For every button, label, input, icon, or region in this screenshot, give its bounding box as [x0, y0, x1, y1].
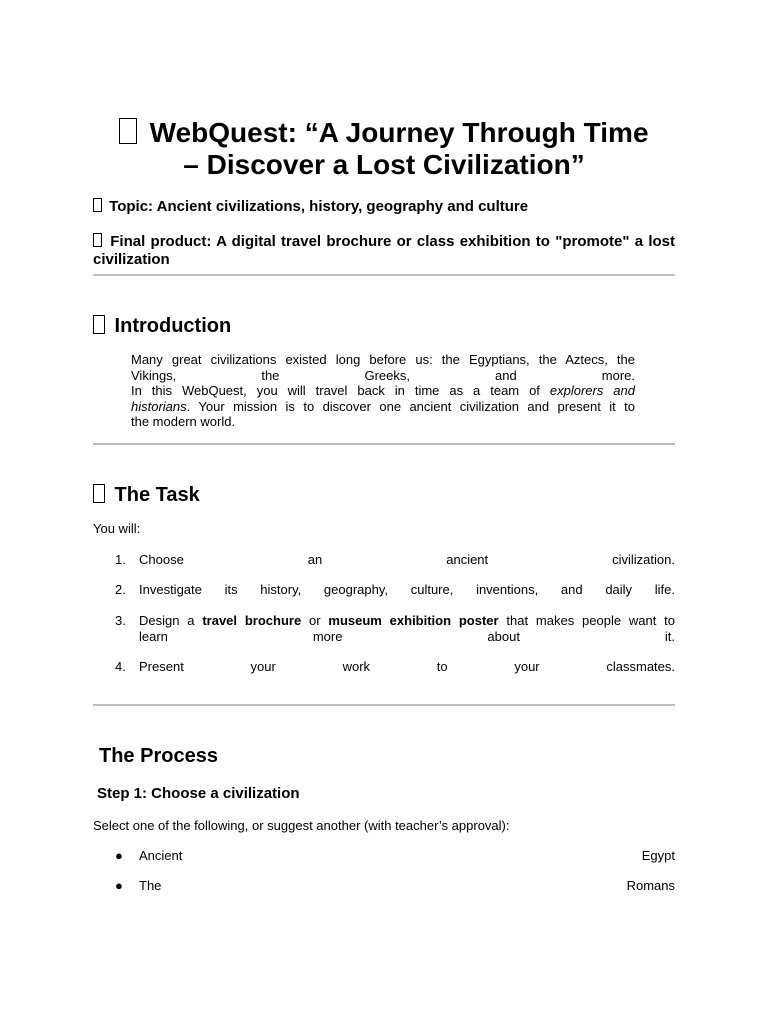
- title-line-2: – Discover a Lost Civilization”: [183, 149, 585, 180]
- intro-emphasis-2: historians: [131, 398, 187, 414]
- list-number: 1.: [115, 552, 126, 567]
- section-heading-introduction: [93, 314, 231, 338]
- missing-glyph-icon: [93, 198, 102, 212]
- list-item-line-1: [139, 613, 675, 629]
- title-line-1: WebQuest: “A Journey Through Time: [149, 117, 649, 148]
- list-number: 3.: [115, 613, 126, 628]
- list-number: 4.: [115, 659, 126, 674]
- list-item-pre: Design a: [139, 613, 203, 628]
- intro-line-4-text: . Your mission is to discover one ancient civilization and present it to: [186, 398, 635, 414]
- divider: [93, 274, 675, 276]
- final-product: [93, 233, 675, 269]
- list-number: 2.: [115, 582, 126, 597]
- intro-emphasis-1: explorers and: [549, 383, 635, 399]
- list-item-text: Investigate its history, geography, culture, inventions, and daily life.: [139, 582, 675, 597]
- task-heading-text: The Task: [114, 484, 200, 506]
- step-heading: Step 1: Choose a civilization: [97, 785, 300, 802]
- list-item-bold-1: travel brochure: [202, 613, 302, 628]
- list-item-left: The: [139, 878, 162, 893]
- bullet-icon: ●: [115, 878, 123, 893]
- page-title: [93, 117, 675, 181]
- missing-glyph-icon: [93, 315, 105, 334]
- step-intro: Select one of the following, or suggest another (with teacher’s approval):: [93, 818, 510, 833]
- list-item-text: [139, 848, 675, 864]
- bullet-icon: ●: [115, 848, 123, 863]
- list-item-text: Choose an ancient civilization.: [139, 552, 675, 567]
- list-item-right: Egypt: [641, 848, 675, 863]
- introduction-paragraph: [131, 352, 635, 430]
- final-product-line-1: Final product: A digital travel brochure or class exhibition to: [110, 233, 550, 251]
- section-heading-task: [93, 483, 200, 507]
- intro-line-3: [131, 383, 635, 399]
- intro-line-3-text: In this WebQuest, you will travel back in time as a team of: [131, 383, 550, 399]
- missing-glyph-icon: [93, 233, 102, 247]
- final-product-line-2: "promote" a lost civilization: [93, 233, 676, 269]
- list-item-line-2: learn more about it.: [139, 629, 675, 644]
- topic-line: [93, 198, 675, 216]
- task-intro: You will:: [93, 521, 141, 536]
- list-item-text: Present your work to your classmates.: [139, 659, 675, 674]
- list-item-bold-2: museum exhibition poster: [328, 613, 499, 628]
- divider: [93, 443, 675, 445]
- topic-text: Topic: Ancient civilizations, history, geography and culture: [109, 198, 529, 216]
- introduction-heading-text: Introduction: [114, 315, 232, 337]
- list-item-post: that makes people want to: [498, 613, 675, 628]
- intro-line-2: Vikings, the Greeks, and more.: [131, 367, 635, 383]
- missing-glyph-icon: [119, 118, 136, 145]
- intro-line-4: [131, 399, 635, 415]
- intro-line-5: the modern world.: [131, 414, 236, 430]
- section-heading-process: The Process: [99, 745, 218, 767]
- list-item-text: [139, 613, 675, 645]
- list-item-text: [139, 878, 675, 894]
- missing-glyph-icon: [93, 484, 105, 503]
- list-item-right: Romans: [626, 878, 675, 893]
- list-item-left: Ancient: [139, 848, 183, 863]
- list-item-mid: or: [301, 613, 329, 628]
- divider: [93, 704, 675, 706]
- intro-line-1: Many great civilizations existed long before us: the Egyptians, the Aztecs, the: [131, 352, 635, 367]
